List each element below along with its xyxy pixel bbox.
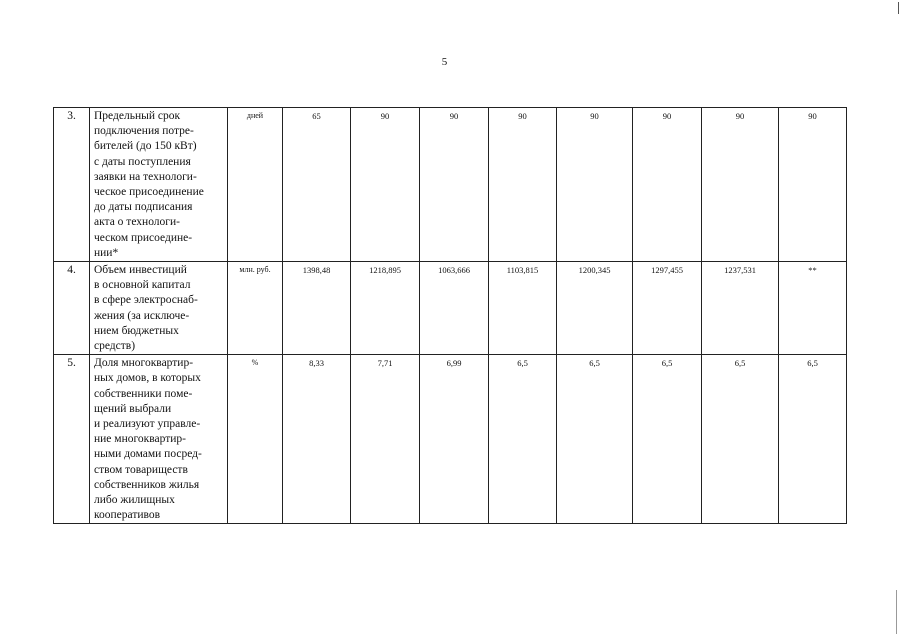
indicator-name-line: собственники поме-: [94, 387, 193, 400]
indicator-name-line: ных домов, в которых: [94, 372, 201, 385]
row-number: 5.: [54, 355, 90, 524]
indicator-name-line: и реализуют управле-: [94, 418, 201, 431]
value-cell: 1200,345: [557, 262, 633, 355]
indicator-name-line: жения (за исключе-: [94, 309, 190, 322]
indicator-name: [90, 108, 228, 262]
indicator-name-line: кооперативов: [94, 509, 161, 522]
value-cell: 1398,48: [283, 262, 351, 355]
indicator-name-line: ние многоквартир-: [94, 433, 186, 446]
page-number: 5: [441, 56, 448, 68]
scan-edge-mark: [898, 2, 899, 14]
value-cell: 8,33: [283, 355, 351, 524]
value-cell: 90: [420, 108, 489, 262]
indicator-name-line: в сфере электроснаб-: [94, 294, 198, 307]
value-cell: 90: [557, 108, 633, 262]
value-cell: 90: [633, 108, 702, 262]
indicator-name-line: бителей (до 150 кВт): [94, 140, 197, 153]
value-cell: 6,5: [702, 355, 779, 524]
indicator-name-line: ческое присоединение: [94, 186, 204, 199]
value-cell: 65: [283, 108, 351, 262]
value-cell: **: [779, 262, 847, 355]
value-cell: 90: [351, 108, 420, 262]
indicator-name-line: заявки на технологи-: [94, 170, 197, 183]
value-cell: 7,71: [351, 355, 420, 524]
unit-cell: %: [228, 355, 283, 524]
indicator-name-line: с даты поступления: [94, 155, 191, 168]
indicator-table-wrapper: [53, 107, 847, 524]
value-cell: 90: [779, 108, 847, 262]
value-cell: 1063,666: [420, 262, 489, 355]
indicator-name-line: подключения потре-: [94, 125, 194, 138]
value-cell: 90: [489, 108, 557, 262]
indicator-name-line: нии*: [94, 246, 119, 259]
value-cell: 1218,895: [351, 262, 420, 355]
table-row: [54, 355, 847, 524]
indicator-name-line: нием бюджетных: [94, 324, 179, 337]
indicator-name-line: до даты подписания: [94, 201, 193, 214]
indicator-name-line: Объем инвестиций: [94, 264, 187, 277]
value-cell: 1103,815: [489, 262, 557, 355]
indicator-name-line: средств): [94, 340, 136, 353]
indicator-name-line: ческом присоедине-: [94, 231, 193, 244]
indicator-name-line: Предельный срок: [94, 110, 181, 122]
table-row: [54, 108, 847, 262]
unit-cell: млн. руб.: [228, 262, 283, 355]
scan-edge-mark-bottom: [896, 590, 897, 634]
value-cell: 1237,531: [702, 262, 779, 355]
value-cell: 6,5: [779, 355, 847, 524]
indicator-name: [90, 355, 228, 524]
indicator-name-line: Доля многоквартир-: [94, 357, 194, 370]
value-cell: 90: [702, 108, 779, 262]
indicator-name-line: щений выбрали: [94, 402, 172, 415]
value-cell: 6,99: [420, 355, 489, 524]
indicator-name-line: ством товариществ: [94, 463, 188, 476]
indicator-name-line: акта о технологи-: [94, 216, 180, 229]
unit-cell: дней: [228, 108, 283, 262]
value-cell: 6,5: [633, 355, 702, 524]
indicator-table: [53, 107, 847, 524]
row-number: 4.: [54, 262, 90, 355]
indicator-name: [90, 262, 228, 355]
value-cell: 6,5: [489, 355, 557, 524]
indicator-name-line: в основной капитал: [94, 279, 191, 292]
indicator-name-line: либо жилищных: [94, 494, 175, 507]
indicator-name-line: ными домами посред-: [94, 448, 202, 461]
indicator-name-line: собственников жилья: [94, 478, 200, 491]
value-cell: 6,5: [557, 355, 633, 524]
row-number: 3.: [54, 108, 90, 262]
value-cell: 1297,455: [633, 262, 702, 355]
table-row: [54, 262, 847, 355]
